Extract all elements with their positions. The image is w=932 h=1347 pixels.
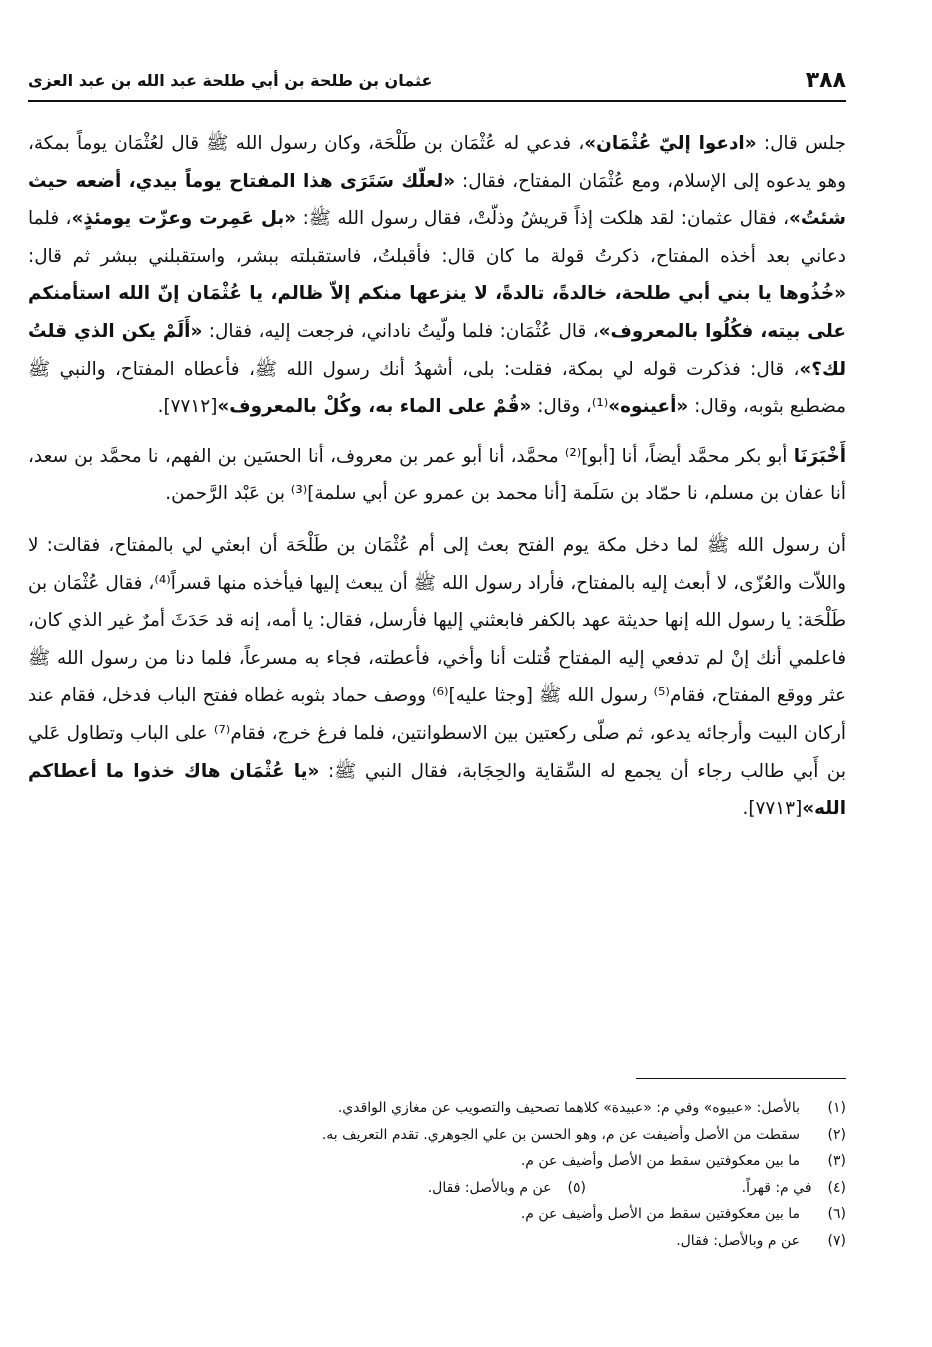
footnote-2: (٢) سقطت من الأصل وأضيفت عن م، وهو الحسن بن علي الجوهري. تقدم التعريف به. bbox=[321, 1126, 846, 1143]
footnote-4-5 bbox=[90, 1175, 846, 1202]
paragraph-3: أن رسول الله ﷺ لما دخل مكة يوم الفتح بعث إلى أم عُثْمَان بن طَلْحَة أن ابعثي لي بالمفتاح، فقالت: لا واللاّت والعُزّى، لا أبعث إليه بالمفتاح، فأراد رسول الله ﷺ أن يبعث إليها فيأخذه منها قسراً⁽⁴⁾، فقال عُثْمَان بن طَلْحَة: يا رسول الله إنها حديثة عهد بالكفر فابعثني إليها فأرسل، فقال: يا أمه، إنه قد حَدَثَ أمرٌ غير الذي كان، فاعلمي أنك إنْ لم تدفعي إليه المفتاح قُتلت أنا وأخي، فأعطته، فجاء به مسرعاً، فلما دنا من رسول الله ﷺ عثر ووقع المفتاح، فقام⁽⁵⁾ رسول الله ﷺ [وجثا عليه]⁽⁶⁾ ووصف حماد بثوبه غطاه ففتح الباب فدخل، فقام عند أركان البيت وأرجائه يدعو، ثم صلّى ركعتين بين الاسطوانتين، فلما فرغ خرج، فقام⁽⁷⁾ على الباب وتطاول عَلي بن أَبي طالب رجاء أن يجمع له السِّقاية والحِجَابة، فقال النبي ﷺ: «يا عُثْمَان هاك خذوا ما أعطاكم الله»[٧٧١٣]. bbox=[28, 534, 846, 820]
paragraph-1: جلس قال: «ادعوا إليّ عُثْمَان»، فدعي له عُثْمَان بن طَلْحَة، وكان رسول الله ﷺ قال لعُثْمَان يوماً بمكة، وهو يدعوه إلى الإسلام، ومع عُثْمَان المفتاح، فقال: «لعلّك سَتَرَى هذا المفتاح يوماً بيدي، أضعه حيث شئتُ»، فقال عثمان: لقد هلكت إذاً قريشُ وذلّتْ، فقال رسول الله ﷺ: «بل عَمِرت وعزّت يومئذٍ»، فلما دعاني بعد أخذه المفتاح، ذكرتُ قولة ما كان قال: فأقبلتُ، فاستقبلته ببشر، واستقبلني ببشر ثم قال: «خُذُوها يا بني أبي طلحة، خالدةً، تالدةً، لا ينزعها منكم إلاّ ظالم، يا عُثْمَان إنّ الله استأمنكم على بيته، فكُلُوا بالمعروف»، قال عُثْمَان: فلما ولّيتُ ناداني، فرجعت إليه، فقال: «أَلَمْ يكن الذي قلتُ لك؟»، قال: فذكرت قوله لي بمكة، فقلت: بلى، أشهدُ أنك رسول الله ﷺ، فأعطاه المفتاح، والنبي ﷺ مضطبع بثوبه، وقال: «أعينوه»⁽¹⁾، وقال: «قُمْ على الماء به، وكُلْ بالمعروف»[٧٧١٢]. bbox=[28, 133, 846, 418]
running-title: عثمان بن طلحة بن أبي طلحة عبد الله بن عبد العزى bbox=[28, 70, 433, 90]
main-text bbox=[28, 125, 846, 828]
footnote-6: (٦) ما بين معكوفتين سقط من الأصل وأضيف عن م. bbox=[520, 1206, 846, 1222]
footnote-separator bbox=[636, 1078, 846, 1079]
footnote-4: (٤) في م: قهراً. bbox=[741, 1179, 846, 1196]
footnote-1: (١) بالأصل: «عبيوه» وفي م: «عبيدة» كلاهما تصحيف والتصويب عن مغازي الواقدي. bbox=[337, 1100, 846, 1116]
footnote-7: (٧) عن م وبالأصل: فقال. bbox=[676, 1232, 846, 1249]
paragraph-2: أَخْبَرَنَا أبو بكر محمَّد أيضاً، أنا [أبو]⁽²⁾ محمَّد، أنا أبو عمر بن معروف، أنا الحسَين بن الفهم، نا محمَّد بن سعد، أنا عفان بن مسلم، نا حمّاد بن سَلَمة [أنا محمد بن عمرو عن أبي سلمة]⁽³⁾ بن عَبْد الرَّحمن. bbox=[28, 445, 847, 505]
footnote-3: (٣) ما بين معكوفتين سقط من الأصل وأضيف عن م. bbox=[520, 1153, 846, 1169]
footnotes bbox=[90, 1095, 846, 1254]
footnote-5: (٥) عن م وبالأصل: فقال. bbox=[427, 1179, 586, 1196]
page-header bbox=[28, 60, 846, 102]
page-number: ٣٨٨ bbox=[805, 67, 846, 93]
